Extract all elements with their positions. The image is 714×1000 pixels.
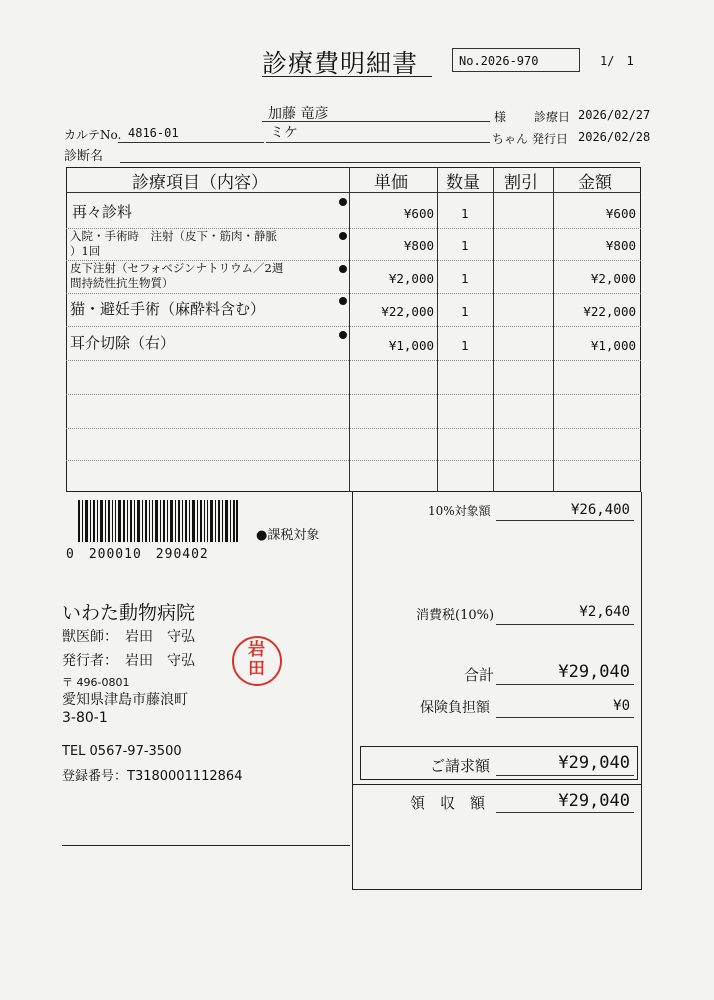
item-name: 猫・避妊手術（麻酔料含む）	[70, 300, 266, 318]
bullet-icon	[339, 265, 347, 273]
received-amount: ¥29,040	[558, 791, 630, 811]
item-name: 再々診料	[72, 203, 133, 221]
item-amount: ¥800	[605, 238, 636, 253]
clinic-address-2: 3-80-1	[62, 710, 108, 726]
clinic-seal: 岩 田	[232, 636, 282, 686]
col-sep-2	[437, 167, 438, 492]
bullet-icon	[339, 297, 347, 305]
billed-amount: ¥29,040	[558, 753, 630, 773]
honorific: 様	[494, 110, 507, 124]
visit-date-label: 診療日	[534, 110, 571, 124]
total-label: 合計	[464, 666, 495, 684]
item-qty: 1	[461, 271, 469, 286]
item-amount: ¥600	[605, 206, 636, 221]
item-qty: 1	[461, 238, 469, 253]
owner-name: 加藤 竜彦	[268, 106, 329, 122]
row-separator	[66, 360, 641, 361]
tax-note: ●課税対象	[256, 528, 320, 543]
insurance-amount: ¥0	[613, 698, 630, 714]
karte-line	[118, 142, 264, 143]
total-amount: ¥29,040	[558, 662, 630, 682]
barcode	[78, 500, 238, 542]
header-unit-price: 単価	[374, 173, 408, 193]
diagnosis-label: 診断名	[64, 149, 104, 164]
col-sep-3	[493, 167, 494, 492]
taxable-label: 10%対象額	[428, 504, 491, 518]
row-separator	[66, 293, 641, 294]
tax-underline	[496, 624, 634, 625]
received-top-border	[352, 784, 642, 785]
item-amount: ¥1,000	[590, 338, 636, 353]
tax-amount: ¥2,640	[579, 604, 630, 620]
row-separator	[66, 394, 641, 395]
item-unit-price: ¥600	[403, 206, 434, 221]
tax-label: 消費税(10%)	[416, 608, 495, 623]
taxable-underline	[496, 520, 634, 521]
item-name-cont: 間持続性抗生物質）	[70, 276, 174, 290]
summary-box	[352, 492, 642, 890]
bullet-icon	[339, 331, 347, 339]
header-amount: 金額	[578, 173, 612, 193]
insurance-underline	[496, 717, 634, 718]
signature-line	[62, 845, 350, 846]
pet-name-line	[266, 142, 490, 143]
karte-number: 4816-01	[128, 126, 179, 140]
header-item: 診療項目（内容）	[132, 173, 268, 193]
item-name: 皮下注射（セフォベジンナトリウム／2週	[70, 261, 284, 275]
row-separator	[66, 460, 641, 461]
karte-label: カルテNo.	[64, 128, 122, 142]
title-underline	[262, 76, 432, 77]
row-separator	[66, 428, 641, 429]
insurance-label: 保険負担額	[420, 700, 490, 716]
document-number: No.2026-970	[452, 48, 580, 72]
clinic-name: いわた動物病院	[62, 602, 196, 624]
item-amount: ¥22,000	[583, 304, 636, 319]
barcode-digits: 0 200010 290402	[66, 547, 209, 562]
clinic-tel: TEL 0567-97-3500	[62, 744, 182, 759]
page-number: 1/ 1	[600, 54, 634, 68]
item-name: 入院・手術時 注射（皮下・筋肉・静脈	[70, 229, 277, 243]
item-unit-price: ¥800	[403, 238, 434, 253]
total-underline	[496, 684, 634, 685]
bullet-icon	[339, 198, 347, 206]
issue-date-label: 発行日	[532, 132, 569, 146]
clinic-postal: 〒 496-0801	[62, 676, 130, 689]
header-qty: 数量	[446, 173, 480, 193]
clinic-issuer: 発行者： 岩田 守弘	[62, 653, 195, 669]
billed-underline	[496, 775, 634, 776]
billed-label: ご請求額	[430, 757, 491, 775]
bullet-icon	[339, 232, 347, 240]
row-separator	[66, 326, 641, 327]
item-qty: 1	[461, 338, 469, 353]
diagnosis-line	[120, 162, 640, 163]
clinic-registration: 登録番号：T3180001112864	[62, 769, 243, 784]
item-unit-price: ¥22,000	[381, 304, 434, 319]
item-amount: ¥2,000	[590, 271, 636, 286]
item-name: 耳介切除（右）	[70, 334, 176, 352]
document-title: 診療費明細書	[262, 49, 419, 78]
received-label: 領 収 額	[410, 794, 486, 812]
item-name-cont: ）1回	[70, 244, 101, 258]
pet-suffix: ちゃん	[492, 132, 529, 146]
header-discount: 割引	[504, 173, 538, 193]
item-unit-price: ¥1,000	[388, 338, 434, 353]
issue-date: 2026/02/28	[578, 130, 651, 144]
visit-date: 2026/02/27	[578, 108, 651, 122]
taxable-amount: ¥26,400	[570, 502, 630, 518]
item-qty: 1	[461, 206, 469, 221]
item-unit-price: ¥2,000	[388, 271, 434, 286]
item-qty: 1	[461, 304, 469, 319]
received-underline	[496, 812, 634, 813]
clinic-address-1: 愛知県津島市藤浪町	[62, 692, 188, 708]
clinic-vet: 獣医師： 岩田 守弘	[62, 629, 195, 645]
pet-name: ミケ	[270, 125, 298, 141]
